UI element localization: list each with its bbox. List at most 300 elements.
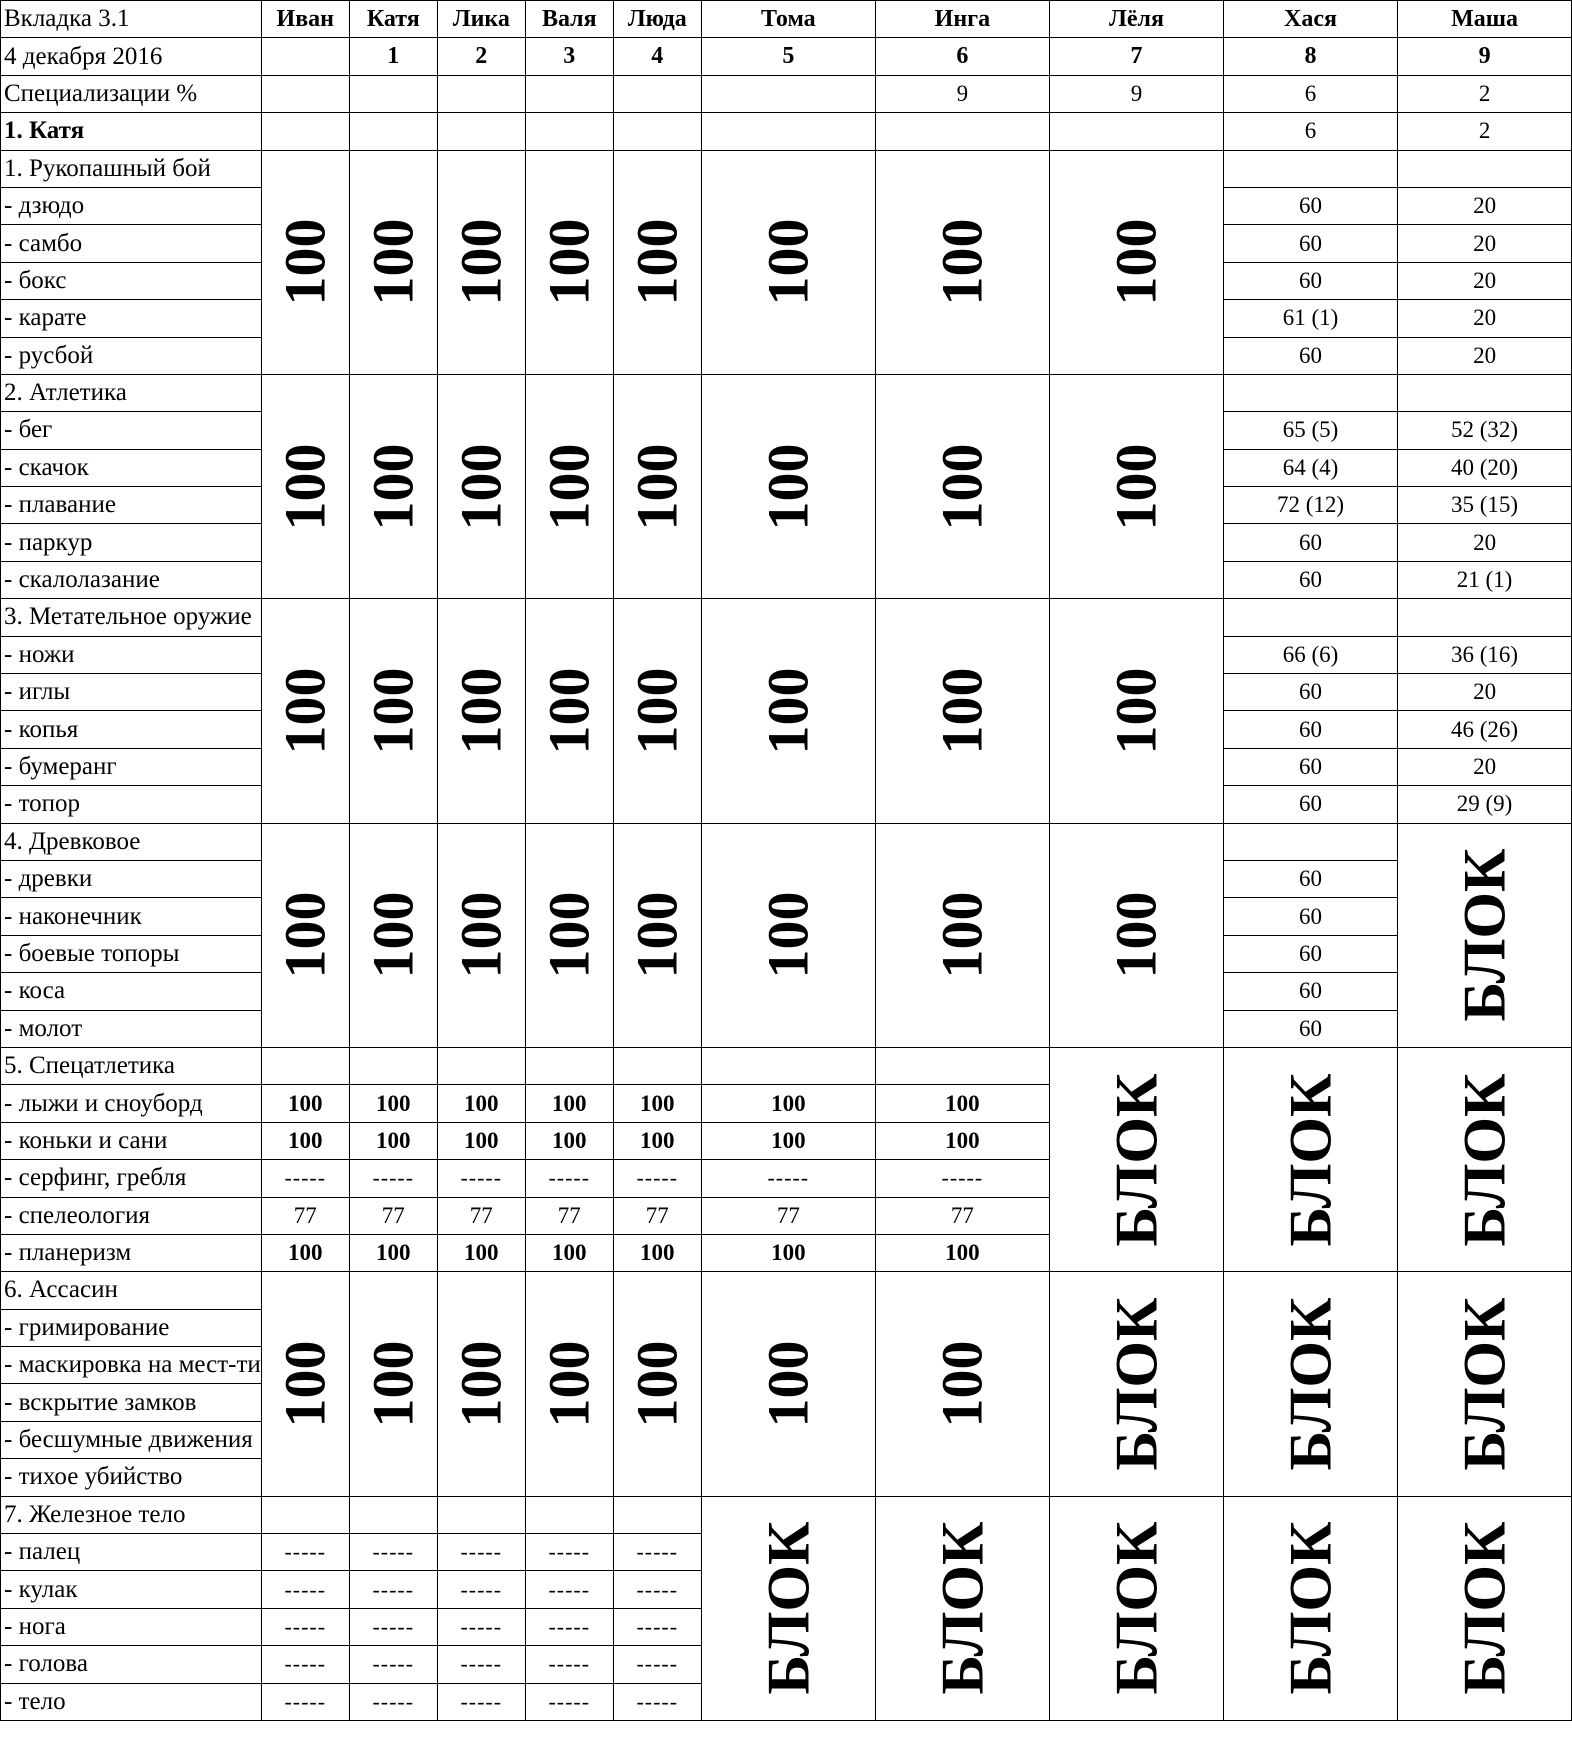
empty-cell (349, 1047, 437, 1084)
value-100: 100 (360, 443, 426, 531)
value-100-cell (701, 150, 875, 374)
value-cell: 100 (525, 1234, 613, 1271)
value-100-cell (1049, 823, 1223, 1047)
value-100: 100 (624, 1340, 690, 1428)
hasya-value: 60 (1223, 898, 1397, 935)
block-label: БЛОК (1451, 1297, 1518, 1471)
col-num-valya: 3 (525, 38, 613, 75)
skill-label: - бег (1, 412, 262, 449)
value-cell: 77 (701, 1197, 875, 1234)
section-header-row (1, 150, 1572, 187)
skill-label: - плавание (1, 487, 262, 524)
dash-cell: ----- (261, 1160, 349, 1197)
empty-cell (525, 1047, 613, 1084)
value-100: 100 (624, 218, 690, 306)
value-100: 100 (929, 218, 995, 306)
section-title: 7. Железное тело (1, 1496, 262, 1533)
katya-row-cell (1049, 113, 1223, 150)
masha-cell (1398, 150, 1572, 187)
value-cell: 100 (613, 1234, 701, 1271)
value-cell: 100 (525, 1122, 613, 1159)
spec-row-cell (261, 75, 349, 112)
masha-value: 35 (15) (1398, 487, 1572, 524)
value-cell: 100 (875, 1122, 1049, 1159)
katya-row-label: 1. Катя (1, 113, 262, 150)
value-100-cell (437, 599, 525, 823)
masha-value: 20 (1398, 337, 1572, 374)
block-label: БЛОК (1277, 1521, 1344, 1695)
skill-label: - самбо (1, 225, 262, 262)
col-num-toma: 5 (701, 38, 875, 75)
section-title: 2. Атлетика (1, 374, 262, 411)
col-num-hasya: 8 (1223, 38, 1397, 75)
spec-row-cell: 2 (1398, 75, 1572, 112)
skill-label: - спелеология (1, 1197, 262, 1234)
skill-label: - голова (1, 1646, 262, 1683)
value-100-cell (701, 374, 875, 598)
col-name-masha: Маша (1398, 1, 1572, 38)
value-100-cell (875, 599, 1049, 823)
dash-cell: ----- (437, 1646, 525, 1683)
value-cell: 77 (437, 1197, 525, 1234)
value-100-cell (261, 599, 349, 823)
hasya-value: 60 (1223, 786, 1397, 823)
skill-label: - боевые топоры (1, 935, 262, 972)
value-100: 100 (272, 443, 338, 531)
dash-cell: ----- (437, 1608, 525, 1645)
value-cell: 100 (261, 1085, 349, 1122)
dash-cell: ----- (525, 1608, 613, 1645)
col-num-lelya: 7 (1049, 38, 1223, 75)
skill-label: - древки (1, 860, 262, 897)
katya-row-cell (701, 113, 875, 150)
masha-value: 36 (16) (1398, 636, 1572, 673)
value-cell: 100 (349, 1234, 437, 1271)
value-100: 100 (929, 1340, 995, 1428)
dash-cell: ----- (613, 1571, 701, 1608)
dash-cell: ----- (875, 1160, 1049, 1197)
section-title: 4. Древковое (1, 823, 262, 860)
masha-value: 20 (1398, 225, 1572, 262)
value-100: 100 (755, 443, 821, 531)
value-100: 100 (1103, 443, 1169, 531)
masha-value: 20 (1398, 300, 1572, 337)
skill-label: - тело (1, 1683, 262, 1720)
masha-value: 20 (1398, 524, 1572, 561)
dash-cell: ----- (437, 1160, 525, 1197)
block-cell (1223, 1047, 1397, 1271)
value-100-cell (525, 599, 613, 823)
empty-cell (261, 1496, 349, 1533)
spec-row-label: Специализации % (1, 75, 262, 112)
value-cell: 100 (525, 1085, 613, 1122)
value-100: 100 (536, 891, 602, 979)
dash-cell: ----- (349, 1571, 437, 1608)
empty-cell (349, 1496, 437, 1533)
masha-value: 52 (32) (1398, 412, 1572, 449)
skill-label: - бокс (1, 262, 262, 299)
value-100-cell (349, 1272, 437, 1496)
value-100: 100 (272, 1340, 338, 1428)
hasya-cell (1223, 150, 1397, 187)
value-100-cell (525, 823, 613, 1047)
empty-cell (701, 1047, 875, 1084)
value-cell: 100 (349, 1122, 437, 1159)
value-100: 100 (448, 891, 514, 979)
skill-label: - серфинг, гребля (1, 1160, 262, 1197)
masha-value: 20 (1398, 187, 1572, 224)
value-100: 100 (360, 891, 426, 979)
block-cell (1398, 1496, 1572, 1720)
katya-row-cell: 2 (1398, 113, 1572, 150)
value-cell: 77 (261, 1197, 349, 1234)
value-cell: 77 (525, 1197, 613, 1234)
col-num-masha: 9 (1398, 38, 1572, 75)
dash-cell: ----- (525, 1683, 613, 1720)
value-cell: 100 (437, 1085, 525, 1122)
skill-label: - коса (1, 973, 262, 1010)
hasya-value: 60 (1223, 860, 1397, 897)
value-100-cell (875, 1272, 1049, 1496)
value-100-cell (875, 374, 1049, 598)
skill-label: - скачок (1, 449, 262, 486)
value-100-cell (613, 823, 701, 1047)
spec-row-cell (525, 75, 613, 112)
dash-cell: ----- (525, 1571, 613, 1608)
value-cell: 100 (437, 1122, 525, 1159)
value-cell: 100 (701, 1122, 875, 1159)
value-100: 100 (448, 218, 514, 306)
value-100: 100 (448, 443, 514, 531)
value-100: 100 (929, 891, 995, 979)
value-100-cell (1049, 374, 1223, 598)
spec-row-cell: 9 (875, 75, 1049, 112)
masha-value: 29 (9) (1398, 786, 1572, 823)
skill-label: - палец (1, 1534, 262, 1571)
block-label: БЛОК (929, 1521, 996, 1695)
value-100-cell (701, 1272, 875, 1496)
value-100-cell (349, 150, 437, 374)
block-cell (1398, 1272, 1572, 1496)
value-100: 100 (1103, 667, 1169, 755)
value-100-cell (1049, 150, 1223, 374)
col-num-inga: 6 (875, 38, 1049, 75)
value-100: 100 (272, 891, 338, 979)
dash-cell: ----- (349, 1608, 437, 1645)
block-cell (1223, 1272, 1397, 1496)
dash-cell: ----- (613, 1608, 701, 1645)
value-100: 100 (755, 891, 821, 979)
dash-cell: ----- (437, 1534, 525, 1571)
hasya-value: 72 (12) (1223, 487, 1397, 524)
dash-cell: ----- (525, 1534, 613, 1571)
value-cell: 77 (613, 1197, 701, 1234)
value-100-cell (437, 150, 525, 374)
value-100-cell (525, 1272, 613, 1496)
dash-cell: ----- (613, 1160, 701, 1197)
value-100-cell (261, 374, 349, 598)
col-num-katya: 1 (349, 38, 437, 75)
skill-label: - планеризм (1, 1234, 262, 1271)
skill-label: - бумеранг (1, 748, 262, 785)
value-cell: 77 (875, 1197, 1049, 1234)
dash-cell: ----- (261, 1646, 349, 1683)
section-header-row (1, 1496, 1572, 1533)
section-header-row (1, 1272, 1572, 1309)
value-100-cell (1049, 599, 1223, 823)
value-100: 100 (360, 1340, 426, 1428)
col-num-lyuda: 4 (613, 38, 701, 75)
hasya-value: 60 (1223, 674, 1397, 711)
value-100: 100 (536, 443, 602, 531)
block-cell (1049, 1272, 1223, 1496)
dash-cell: ----- (349, 1534, 437, 1571)
col-name-lika: Лика (437, 1, 525, 38)
value-cell: 100 (875, 1234, 1049, 1271)
value-100-cell (701, 599, 875, 823)
col-name-valya: Валя (525, 1, 613, 38)
value-cell: 100 (701, 1085, 875, 1122)
skill-label: - иглы (1, 674, 262, 711)
value-100: 100 (272, 218, 338, 306)
value-100-cell (261, 823, 349, 1047)
value-100-cell (875, 150, 1049, 374)
col-num-lika: 2 (437, 38, 525, 75)
skill-label: - гримирование (1, 1309, 262, 1346)
value-cell: 100 (613, 1085, 701, 1122)
section-title: 5. Спецатлетика (1, 1047, 262, 1084)
spec-row-cell (437, 75, 525, 112)
value-100: 100 (536, 218, 602, 306)
value-100-cell (437, 823, 525, 1047)
section-title: 1. Рукопашный бой (1, 150, 262, 187)
hasya-value: 61 (1) (1223, 300, 1397, 337)
dash-cell: ----- (261, 1571, 349, 1608)
value-cell: 100 (701, 1234, 875, 1271)
section-header-row (1, 599, 1572, 636)
block-cell (1398, 823, 1572, 1047)
dash-cell: ----- (349, 1683, 437, 1720)
skill-label: - коньки и сани (1, 1122, 262, 1159)
col-name-lelya: Лёля (1049, 1, 1223, 38)
skill-label: - кулак (1, 1571, 262, 1608)
value-100-cell (437, 1272, 525, 1496)
col-name-inga: Инга (875, 1, 1049, 38)
hasya-value: 66 (6) (1223, 636, 1397, 673)
hasya-cell (1223, 599, 1397, 636)
masha-value: 20 (1398, 748, 1572, 785)
masha-value: 20 (1398, 674, 1572, 711)
empty-cell (613, 1047, 701, 1084)
skill-label: - копья (1, 711, 262, 748)
hasya-value: 60 (1223, 187, 1397, 224)
value-100-cell (261, 150, 349, 374)
hasya-value: 60 (1223, 973, 1397, 1010)
block-label: БЛОК (1451, 848, 1518, 1022)
block-cell (1049, 1496, 1223, 1720)
skill-label: - бесшумные движения (1, 1421, 262, 1458)
hasya-value: 60 (1223, 225, 1397, 262)
hasya-cell (1223, 823, 1397, 860)
hasya-value: 60 (1223, 1010, 1397, 1047)
hasya-value: 60 (1223, 748, 1397, 785)
block-label: БЛОК (755, 1521, 822, 1695)
katya-row-cell (349, 113, 437, 150)
dash-cell: ----- (613, 1683, 701, 1720)
block-cell (1223, 1496, 1397, 1720)
value-100: 100 (448, 1340, 514, 1428)
value-100: 100 (624, 443, 690, 531)
katya-row-cell (261, 113, 349, 150)
value-100-cell (613, 374, 701, 598)
skill-label: - русбой (1, 337, 262, 374)
hasya-value: 64 (4) (1223, 449, 1397, 486)
katya-row-cell (613, 113, 701, 150)
hasya-value: 60 (1223, 524, 1397, 561)
dash-cell: ----- (613, 1646, 701, 1683)
masha-value: 40 (20) (1398, 449, 1572, 486)
section-header-row (1, 1047, 1572, 1084)
hasya-cell (1223, 374, 1397, 411)
block-label: БЛОК (1451, 1073, 1518, 1247)
katya-row-cell (437, 113, 525, 150)
dash-cell: ----- (701, 1160, 875, 1197)
value-100: 100 (536, 1340, 602, 1428)
dash-cell: ----- (437, 1683, 525, 1720)
hasya-value: 60 (1223, 711, 1397, 748)
value-100: 100 (536, 667, 602, 755)
block-label: БЛОК (1451, 1521, 1518, 1695)
skill-label: - ножи (1, 636, 262, 673)
value-cell: 100 (261, 1122, 349, 1159)
value-cell: 100 (613, 1122, 701, 1159)
skill-label: - наконечник (1, 898, 262, 935)
empty-cell (525, 1496, 613, 1533)
dash-cell: ----- (349, 1160, 437, 1197)
skill-label: - тихое убийство (1, 1459, 262, 1496)
skill-label: - вскрытие замков (1, 1384, 262, 1421)
value-100: 100 (360, 667, 426, 755)
value-100: 100 (755, 218, 821, 306)
hasya-value: 60 (1223, 262, 1397, 299)
value-100-cell (349, 823, 437, 1047)
col-name-lyuda: Люда (613, 1, 701, 38)
spec-row-cell (349, 75, 437, 112)
col-name-toma: Тома (701, 1, 875, 38)
block-cell (1398, 1047, 1572, 1271)
block-cell (701, 1496, 875, 1720)
col-num-ivan (261, 38, 349, 75)
col-name-ivan: Иван (261, 1, 349, 38)
value-100-cell (261, 1272, 349, 1496)
hasya-value: 60 (1223, 561, 1397, 598)
katya-row-cell: 6 (1223, 113, 1397, 150)
skill-label: - дзюдо (1, 187, 262, 224)
block-label: БЛОК (1277, 1073, 1344, 1247)
value-cell: 100 (875, 1085, 1049, 1122)
value-100-cell (525, 374, 613, 598)
block-cell (875, 1496, 1049, 1720)
block-cell (1049, 1047, 1223, 1271)
sheet-title: Вкладка 3.1 (1, 1, 262, 38)
empty-cell (437, 1496, 525, 1533)
value-100-cell (613, 150, 701, 374)
value-100-cell (525, 150, 613, 374)
value-cell: 100 (349, 1085, 437, 1122)
hasya-value: 60 (1223, 935, 1397, 972)
spec-row-cell: 9 (1049, 75, 1223, 112)
value-100-cell (349, 374, 437, 598)
block-label: БЛОК (1103, 1073, 1170, 1247)
skill-label: - лыжи и сноуборд (1, 1085, 262, 1122)
masha-cell (1398, 599, 1572, 636)
value-100: 100 (929, 443, 995, 531)
value-100-cell (701, 823, 875, 1047)
hasya-value: 65 (5) (1223, 412, 1397, 449)
value-100: 100 (624, 667, 690, 755)
section-header-row (1, 823, 1572, 860)
katya-row-cell (525, 113, 613, 150)
value-cell: 100 (261, 1234, 349, 1271)
section-header-row (1, 374, 1572, 411)
section-title: 6. Ассасин (1, 1272, 262, 1309)
value-100: 100 (755, 1340, 821, 1428)
dash-cell: ----- (525, 1160, 613, 1197)
empty-cell (613, 1496, 701, 1533)
skill-label: - топор (1, 786, 262, 823)
value-100: 100 (360, 218, 426, 306)
value-100: 100 (1103, 218, 1169, 306)
hasya-value: 60 (1223, 337, 1397, 374)
empty-cell (261, 1047, 349, 1084)
dash-cell: ----- (525, 1646, 613, 1683)
value-100: 100 (929, 667, 995, 755)
value-100-cell (875, 823, 1049, 1047)
value-100-cell (437, 374, 525, 598)
dash-cell: ----- (613, 1534, 701, 1571)
value-100-cell (613, 1272, 701, 1496)
spec-row-cell: 6 (1223, 75, 1397, 112)
dash-cell: ----- (349, 1646, 437, 1683)
sheet-date: 4 декабря 2016 (1, 38, 262, 75)
skill-label: - нога (1, 1608, 262, 1645)
skill-label: - маскировка на мест-ти (1, 1347, 262, 1384)
masha-value: 46 (26) (1398, 711, 1572, 748)
block-label: БЛОК (1277, 1297, 1344, 1471)
col-name-katya: Катя (349, 1, 437, 38)
empty-cell (875, 1047, 1049, 1084)
dash-cell: ----- (437, 1571, 525, 1608)
spec-row-cell (701, 75, 875, 112)
value-100: 100 (755, 667, 821, 755)
block-label: БЛОК (1103, 1521, 1170, 1695)
dash-cell: ----- (261, 1683, 349, 1720)
empty-cell (437, 1047, 525, 1084)
value-100-cell (613, 599, 701, 823)
value-100: 100 (1103, 891, 1169, 979)
masha-cell (1398, 374, 1572, 411)
block-label: БЛОК (1103, 1297, 1170, 1471)
skill-label: - скалолазание (1, 561, 262, 598)
col-name-hasya: Хася (1223, 1, 1397, 38)
value-cell: 100 (437, 1234, 525, 1271)
skill-label: - паркур (1, 524, 262, 561)
dash-cell: ----- (261, 1534, 349, 1571)
value-100: 100 (624, 891, 690, 979)
skill-label: - молот (1, 1010, 262, 1047)
section-title: 3. Метательное оружие (1, 599, 262, 636)
masha-value: 21 (1) (1398, 561, 1572, 598)
